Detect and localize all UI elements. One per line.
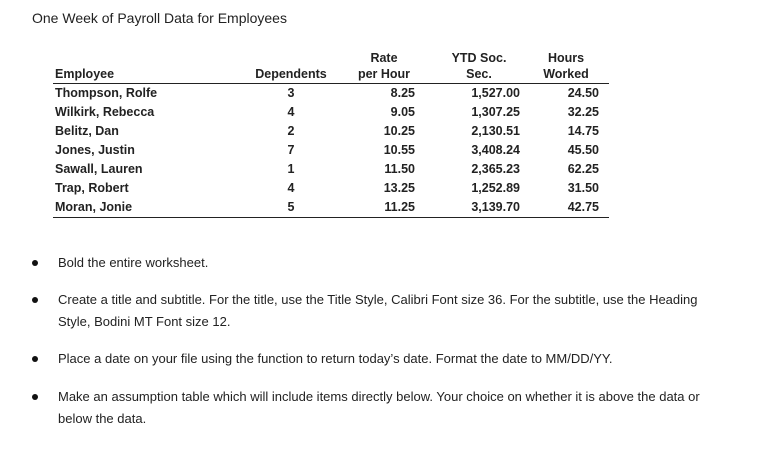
- header-hours-line2: Worked: [543, 67, 589, 81]
- cell-ytd: 3,139.70: [471, 200, 520, 214]
- table-row: [53, 141, 609, 160]
- cell-hours: 45.50: [567, 143, 599, 157]
- cell-dependents: 3: [287, 86, 295, 100]
- cell-rate: 10.25: [383, 124, 415, 138]
- cell-ytd: 2,130.51: [471, 124, 520, 138]
- cell-rate: 10.55: [383, 143, 415, 157]
- cell-dependents: 2: [287, 124, 295, 138]
- cell-ytd: 1,527.00: [471, 86, 520, 100]
- header-hours-line1: Hours: [547, 51, 585, 65]
- cell-ytd: 3,408.24: [471, 143, 520, 157]
- header-employee: Employee: [55, 67, 115, 81]
- cell-employee: Thompson, Rolfe: [55, 86, 158, 100]
- header-dependents: Dependents: [255, 67, 327, 81]
- cell-employee: Jones, Justin: [55, 143, 135, 157]
- instruction-text: Bold the entire worksheet.: [58, 255, 209, 270]
- cell-hours: 62.25: [567, 162, 599, 176]
- bullet-icon: [32, 394, 38, 400]
- bullet-icon: [32, 297, 38, 303]
- header-hours: [533, 50, 599, 82]
- cell-rate: 11.25: [384, 200, 415, 214]
- cell-rate: 13.25: [383, 181, 415, 195]
- table-row: [53, 160, 609, 179]
- cell-ytd: 1,252.89: [471, 181, 520, 195]
- table-row: [53, 84, 609, 103]
- bullet-icon: [32, 356, 38, 362]
- cell-employee: Trap, Robert: [55, 181, 129, 195]
- header-rate-line2: per Hour: [357, 67, 411, 81]
- cell-employee: Wilkirk, Rebecca: [55, 105, 155, 119]
- cell-rate: 9.05: [390, 105, 415, 119]
- cell-dependents: 5: [287, 200, 295, 214]
- header-rate-line1: Rate: [370, 51, 398, 65]
- cell-hours: 42.75: [567, 200, 599, 214]
- header-ytd-line2: Sec.: [466, 67, 492, 81]
- cell-employee: Belitz, Dan: [55, 124, 119, 138]
- cell-hours: 31.50: [567, 181, 599, 195]
- instruction-text: Place a date on your file using the function to return today’s date. Format the date to MM/DD/YY.: [58, 351, 613, 366]
- table-row: [53, 103, 609, 122]
- cell-hours: 24.50: [567, 86, 599, 100]
- table-row: [53, 198, 609, 218]
- cell-rate: 8.25: [390, 86, 415, 100]
- cell-dependents: 1: [287, 162, 295, 176]
- cell-employee: Moran, Jonie: [55, 200, 133, 214]
- table-row: [53, 179, 609, 198]
- cell-dependents: 4: [287, 105, 295, 119]
- bullet-icon: [32, 260, 38, 266]
- header-ytd: [438, 50, 520, 82]
- cell-employee: Sawall, Lauren: [55, 162, 143, 176]
- header-ytd-line1: YTD Soc.: [451, 51, 507, 65]
- instruction-text: Create a title and subtitle. For the title, use the Title Style, Calibri Font size 36. For the subtitle, use the Heading Style, Bodini MT Font size 12.: [58, 292, 698, 329]
- cell-dependents: 7: [287, 143, 295, 157]
- table-row: [53, 122, 609, 141]
- cell-ytd: 2,365.23: [471, 162, 520, 176]
- header-rate: [353, 50, 415, 82]
- cell-rate: 11.50: [384, 162, 415, 176]
- instruction-text: Make an assumption table which will include items directly below. Your choice on whether it is above the data or below the data.: [58, 389, 700, 426]
- cell-ytd: 1,307.25: [471, 105, 520, 119]
- cell-hours: 32.25: [567, 105, 599, 119]
- cell-hours: 14.75: [567, 124, 599, 138]
- cell-dependents: 4: [287, 181, 295, 195]
- document-title: One Week of Payroll Data for Employees: [32, 10, 287, 26]
